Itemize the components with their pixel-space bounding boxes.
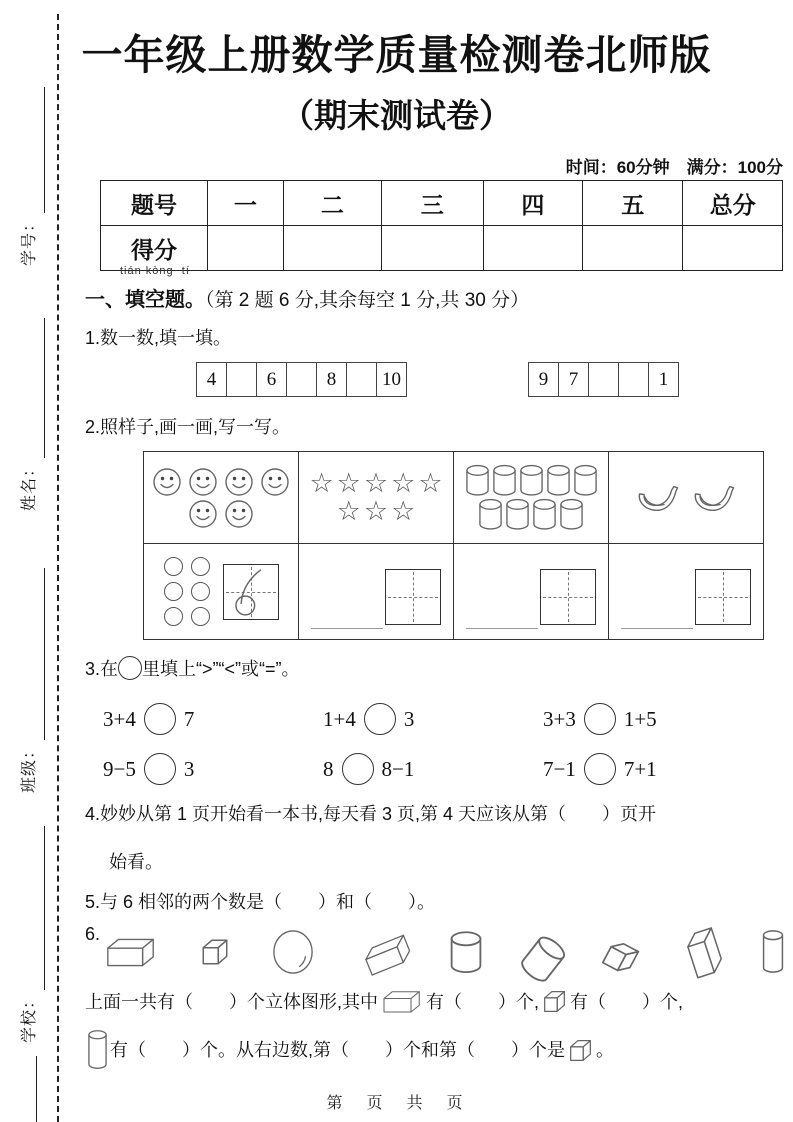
q6-text1b: 有（ ）个, (426, 991, 540, 1012)
star-icon: ☆ (391, 467, 416, 499)
writing-grid[interactable] (385, 569, 441, 625)
cuboid-tilted-icon (355, 930, 409, 974)
draw-line[interactable] (621, 628, 693, 629)
strip-cell: 9 (529, 363, 559, 396)
draw-line[interactable] (466, 628, 538, 629)
score-header-cell: 二 (283, 181, 381, 226)
writing-grid[interactable] (695, 569, 751, 625)
cylinder-icon (449, 930, 483, 975)
q6-text2a: 有（ ）个。从右边数,第（ ）个和第（ ）个是 (110, 1040, 565, 1060)
strip-cell-blank[interactable] (347, 363, 377, 396)
example-circles (164, 557, 209, 626)
star-icon: ☆ (363, 495, 389, 527)
q3-left-expr: 8 (323, 756, 334, 781)
smiley-icon (188, 467, 218, 497)
q3-left-expr: 1+4 (323, 706, 356, 731)
q1-number-strip-1 (196, 362, 407, 397)
q2-stars-cell (299, 452, 454, 544)
q6-shape-row (103, 922, 785, 982)
q3-label-suffix: 里填上“>”“<”或“=”。 (142, 659, 300, 679)
q2-answer-cell[interactable] (454, 544, 609, 640)
strip-cell-blank[interactable] (227, 363, 257, 396)
q3-item (323, 703, 414, 735)
cylinder-tilted-icon (523, 929, 561, 975)
q6-line2 (85, 1030, 785, 1070)
cube-icon (567, 1038, 594, 1063)
strip-cell-blank[interactable] (619, 363, 649, 396)
score-header-cell: 四 (483, 181, 583, 226)
draw-line[interactable] (311, 628, 383, 629)
score-header-cell: 一 (208, 181, 284, 226)
smiley-icon (188, 499, 218, 529)
cube-icon (199, 937, 231, 967)
fold-dashed-line (57, 14, 59, 1122)
q3-item (103, 753, 194, 785)
star-icon: ☆ (336, 495, 361, 527)
q6-text1c: 有（ ）个, (570, 991, 684, 1012)
q1-number-strip-2 (528, 362, 679, 397)
cylinder-icon (546, 464, 571, 497)
q3-item (103, 703, 194, 735)
cylinder-icon (478, 498, 503, 531)
writing-grid-example (223, 564, 279, 620)
q6-text1a: 上面一共有（ ）个立体图形,其中 (85, 991, 378, 1012)
star-icon: ☆ (391, 495, 416, 527)
q3-right-expr: 7 (183, 706, 195, 731)
q2-label: 2.照样子,画一画,写一写。 (85, 417, 291, 437)
score-table (100, 180, 783, 271)
star-icon: ☆ (418, 467, 443, 499)
sphere-icon (271, 929, 315, 975)
star-icon: ☆ (336, 467, 361, 499)
q3-right-expr: 1+5 (623, 706, 657, 731)
q3-left-expr: 3+4 (103, 706, 136, 731)
q2-answer-cell[interactable] (299, 544, 454, 640)
school-field[interactable] (15, 826, 45, 1043)
circle-blank-icon (118, 656, 142, 680)
q5-text: 5.与 6 相邻的两个数是（ ）和（ ）。 (85, 892, 436, 912)
answer-circle[interactable] (584, 753, 616, 785)
strip-cell: 1 (658, 368, 669, 390)
cylinder-icon (505, 498, 530, 531)
q2-bananas-cell (609, 452, 764, 544)
q2-table (143, 451, 764, 640)
section-heading-points: （第 2 题 6 分,其余每空 1 分,共 30 分） (205, 290, 530, 311)
smiley-icon (152, 467, 182, 497)
strip-cell: 4 (197, 363, 227, 396)
cylinder-small-icon (761, 930, 785, 974)
strip-cell: 7 (559, 363, 589, 396)
score-cell[interactable] (483, 226, 583, 271)
score-cell[interactable] (381, 226, 483, 271)
student-number-label: 学号： (21, 214, 38, 266)
cylinder-icon (519, 464, 544, 497)
cylinder-icon (559, 498, 584, 531)
writing-grid[interactable] (540, 569, 596, 625)
cube-icon (541, 989, 568, 1014)
cylinder-icon (492, 464, 517, 497)
cuboid-tall-tilted-icon (677, 925, 721, 979)
score-cell[interactable] (283, 226, 381, 271)
q3-left-expr: 3+3 (543, 706, 576, 731)
school-line[interactable] (22, 826, 45, 990)
strip-cell-blank[interactable] (589, 363, 619, 396)
page-footer: 第 页 共 页 (326, 1095, 467, 1112)
strip-cell-blank[interactable] (287, 363, 317, 396)
star-icon: ☆ (309, 467, 334, 499)
score-cell[interactable] (583, 226, 683, 271)
q4-line1: 4.妙妙从第 1 页开始看一本书,每天看 3 页,第 4 天应该从第（ ）页开 (85, 804, 657, 824)
page-subtitle: （期末测试卷） (281, 97, 512, 134)
q1-label: 1.数一数,填一填。 (85, 328, 232, 348)
class-field[interactable] (15, 568, 45, 793)
student-name-line[interactable] (22, 318, 45, 458)
q6-line1 (85, 988, 785, 1015)
answer-circle[interactable] (584, 703, 616, 735)
strip-cell: 8 (317, 363, 347, 396)
q4-line2: 始看。 (109, 852, 163, 872)
q2-smileys-cell (144, 452, 299, 544)
q3-left-expr: 9−5 (103, 756, 136, 781)
score-row-label: 得分 (101, 226, 208, 271)
q3-item (323, 753, 414, 785)
section-heading-title: 一、填空题。 (85, 289, 205, 311)
score-header-cell: 总分 (683, 181, 783, 226)
score-cell[interactable] (683, 226, 783, 271)
banana-icon (635, 482, 681, 514)
strip-cell: 6 (257, 363, 287, 396)
answer-circle[interactable] (144, 703, 176, 735)
class-line[interactable] (22, 568, 45, 740)
pinyin-annotation: tián kòng tí (120, 265, 190, 277)
section-heading (85, 283, 529, 312)
answer-circle[interactable] (144, 753, 176, 785)
q2-example-cell (144, 544, 299, 640)
q3-right-expr: 3 (403, 706, 415, 731)
q3-label-prefix: 3.在 (85, 659, 119, 679)
q6-number: 6. (85, 924, 101, 944)
q3-left-expr: 7−1 (543, 756, 576, 781)
cuboid-icon (103, 934, 159, 970)
answer-circle[interactable] (342, 753, 374, 785)
q3-item (543, 753, 657, 785)
cylinder-icon (532, 498, 557, 531)
score-header-cell: 三 (381, 181, 483, 226)
handwritten-six (224, 565, 278, 619)
q2-answer-cell[interactable] (609, 544, 764, 640)
score-table-header-row (101, 181, 783, 226)
page-title: 一年级上册数学质量检测卷北师版 (81, 32, 712, 78)
cuboid-icon (380, 988, 424, 1015)
student-name-field[interactable] (15, 318, 45, 511)
q3-item (543, 703, 657, 735)
smiley-icon (224, 499, 254, 529)
time-score-info: 时间：60分钟 满分：100分 (565, 158, 783, 177)
cylinder-icon (573, 464, 598, 497)
strip-cell: 10 (382, 368, 401, 390)
score-header-cell: 五 (583, 181, 683, 226)
q3-right-expr: 8−1 (381, 756, 415, 781)
q3-right-expr: 3 (183, 756, 195, 781)
class-label: 班级： (21, 741, 38, 793)
banana-icon (691, 482, 737, 514)
score-header-cell: 题号 (101, 181, 208, 226)
cylinder-icon (465, 464, 490, 497)
score-cell[interactable] (208, 226, 284, 271)
cube-tilted-icon (601, 935, 637, 969)
answer-circle[interactable] (364, 703, 396, 735)
student-name-label: 姓名： (21, 459, 38, 511)
q6-text2b: 。 (596, 1040, 614, 1060)
cylinder-icon (87, 1030, 108, 1070)
q3-label (85, 655, 300, 681)
q3-right-expr: 7+1 (623, 756, 657, 781)
q2-cylinders-cell (454, 452, 609, 544)
score-table-score-row (101, 226, 783, 271)
star-icon: ☆ (363, 467, 389, 499)
school-label: 学校： (21, 991, 38, 1043)
smiley-icon (260, 467, 290, 497)
smiley-icon (224, 467, 254, 497)
